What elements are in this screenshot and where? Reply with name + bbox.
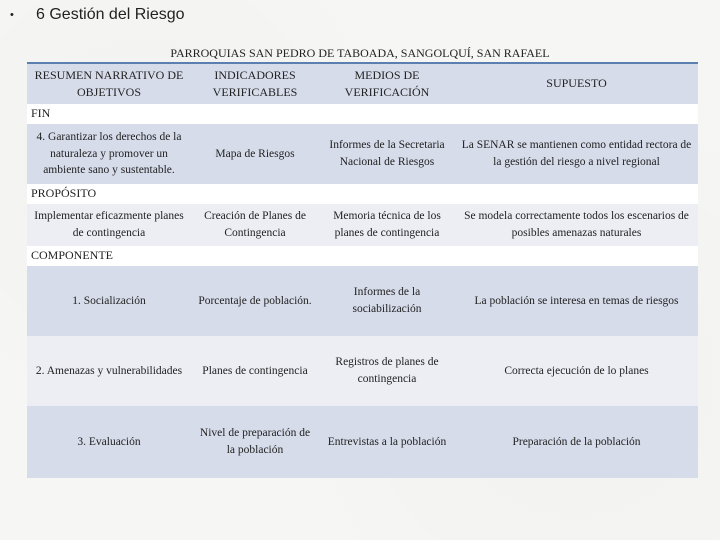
slide-title <box>8 6 185 24</box>
logframe-table <box>27 62 698 478</box>
proposito-indicador: Creación de Planes de Contingencia <box>204 210 306 239</box>
table-row <box>27 124 698 184</box>
comp2-indicador: Planes de contingencia <box>202 364 308 377</box>
header-supuesto: SUPUESTO <box>546 76 607 91</box>
table-header-row <box>27 64 698 104</box>
bullet-icon: • <box>10 9 14 21</box>
section-fin: FIN <box>31 106 51 121</box>
comp2-medio: Registros de planes de contingencia <box>335 356 439 385</box>
fin-medio: Informes de la Secretaria Nacional de Riesgos <box>329 139 445 168</box>
table-row <box>27 406 698 478</box>
comp2-supuesto: Correcta ejecución de lo planes <box>504 364 649 377</box>
comp3-medio: Entrevistas a la población <box>327 435 447 448</box>
proposito-supuesto: Se modela correctamente todos los escenarios de posibles amenazas naturales <box>464 210 689 239</box>
comp3-resumen: 3. Evaluación <box>77 435 141 448</box>
proposito-medio: Memoria técnica de los planes de contingencia <box>333 210 441 239</box>
proposito-resumen: Implementar eficazmente planes de contingencia <box>34 210 184 239</box>
table-row <box>27 266 698 336</box>
header-indicadores: INDICADORES VERIFICABLES <box>212 67 298 99</box>
comp1-medio: Informes de la sociabilización <box>352 286 422 315</box>
slide-title-text: 6 Gestión del Riesgo <box>36 6 185 23</box>
comp2-resumen: 2. Amenazas y vulnerabilidades <box>35 364 183 377</box>
comp1-resumen: 1. Socialización <box>72 294 146 307</box>
section-proposito: PROPÓSITO <box>31 186 97 201</box>
comp1-supuesto: La población se interesa en temas de riesgos <box>474 294 679 307</box>
table-row <box>27 336 698 406</box>
comp3-supuesto: Preparación de la población <box>512 435 641 448</box>
fin-resumen: 4. Garantizar los derechos de la naturaleza y promover un ambiente sano y sustentable. <box>36 130 182 177</box>
fin-indicador: Mapa de Riesgos <box>215 147 295 160</box>
fin-label-row <box>27 104 698 124</box>
comp1-indicador: Porcentaje de población. <box>198 294 312 307</box>
componente-label-row <box>27 246 698 266</box>
proposito-label-row <box>27 184 698 204</box>
header-resumen: RESUMEN NARRATIVO DE OBJETIVOS <box>34 67 184 99</box>
header-medios: MEDIOS DE VERIFICACIÓN <box>344 67 430 99</box>
fin-supuesto: La SENAR se mantienen como entidad rectora de la gestión del riesgo a nivel regional <box>461 139 692 168</box>
comp3-indicador: Nivel de preparación de la población <box>199 427 311 456</box>
section-componente: COMPONENTE <box>31 248 114 263</box>
table-row <box>27 204 698 246</box>
table-title: PARROQUIAS SAN PEDRO DE TABOADA, SANGOLQUÍ, SAN RAFAEL <box>170 46 550 60</box>
